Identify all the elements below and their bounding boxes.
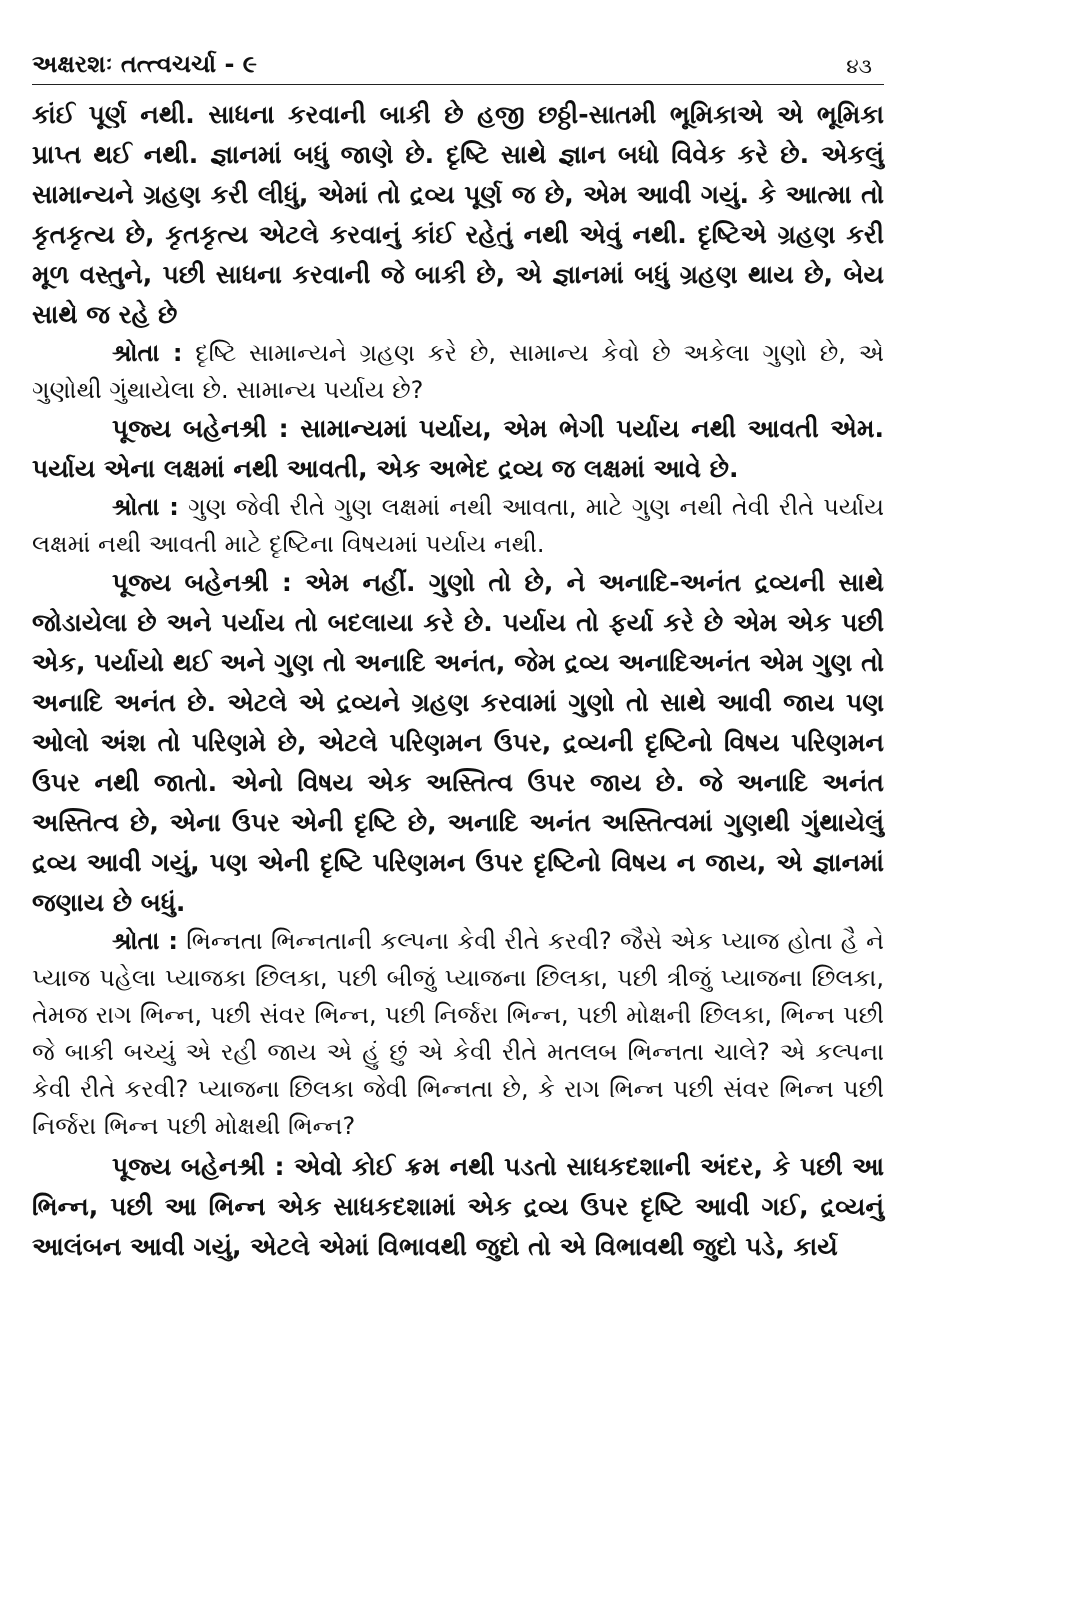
speaker-label-bahenshri: પૂજ્ય બહેનશ્રી : — [112, 414, 289, 443]
speaker-label-bahenshri: પૂજ્ય બહેનશ્રી : — [112, 568, 292, 597]
paragraph-text: એમ નહીં. ગુણો તો છે, ને અનાદિ-અનંત દ્રવ્યની સાથે જોડાયેલા છે અને પર્યાય તો બદલાયા કરે છે. પર્યાય તો ફર્યા કરે છે એમ એક પછી એક, પર્યાયો થઈ અને ગુણ તો અનાદિ અનંત, જેમ દ્રવ્ય અનાદિઅનંત એમ ગુણ તો અનાદિ અનંત છે. એટલે એ દ્રવ્યને ગ્રહણ કરવામાં ગુણો તો સાથે આવી જાય પણ ઓલો અંશ તો પરિણમે છે, એટલે પરિણમન ઉપર, દ્રવ્યની દૃષ્ટિનો વિષય પરિણમન ઉપર નથી જાતો. એનો વિષય એક અસ્તિત્વ ઉપર જાય છે. જે અનાદિ અનંત અસ્તિત્વ છે, એના ઉપર એની દૃષ્ટિ છે, અનાદિ અનંત અસ્તિત્વમાં ગુણથી ગુંથાયેલું દ્રવ્ય આવી ગયું, પણ એની દૃષ્ટિ પરિણમન ઉપર દૃષ્ટિનો વિષય ન જાય, એ જ્ઞાનમાં જણાય છે બધું. — [32, 568, 884, 917]
speaker-label-bahenshri: પૂજ્ય બહેનશ્રી : — [112, 1152, 285, 1181]
paragraph-continuation — [32, 95, 884, 335]
speaker-label-listener: શ્રોતા : — [112, 339, 183, 367]
bahenshri-answer — [32, 563, 884, 923]
paragraph-text: ભિન્નતા ભિન્નતાની કલ્પના કેવી રીતે કરવી? જૈસે એક પ્યાજ હોતા હૈ ને પ્યાજ પહેલા પ્યાજકા છિલકા, પછી બીજું પ્યાજના છિલકા, પછી ત્રીજું પ્યાજના છિલકા, તેમજ રાગ ભિન્ન, પછી સંવર ભિન્ન, પછી નિર્જરા ભિન્ન, પછી મોક્ષની છિલકા, ભિન્ન પછી જે બાકી બચ્યું એ રહી જાય એ હું છું એ કેવી રીતે મતલબ ભિન્નતા ચાલે? એ કલ્પના કેવી રીતે કરવી? પ્યાજના છિલકા જેવી ભિન્નતા છે, કે રાગ ભિન્ન પછી સંવર ભિન્ન પછી નિર્જરા ભિન્ન પછી મોક્ષથી ભિન્ન? — [32, 927, 884, 1140]
page-number: ૪૩ — [846, 54, 872, 78]
bahenshri-answer — [32, 1147, 884, 1267]
running-header — [32, 40, 884, 85]
speaker-label-listener: શ્રોતા : — [112, 927, 178, 955]
speaker-label-listener: શ્રોતા : — [112, 493, 179, 521]
bahenshri-answer — [32, 409, 884, 489]
book-page — [32, 40, 884, 1267]
listener-question — [32, 489, 884, 563]
listener-question — [32, 335, 884, 409]
paragraph-text: દૃષ્ટિ સામાન્યને ગ્રહણ કરે છે, સામાન્ય કેવો છે અકેલા ગુણો છે, એ ગુણોથી ગુંથાયેલા છે. સામાન્ય પર્યાય છે? — [32, 339, 884, 404]
paragraph-text: એવો કોઈ ક્રમ નથી પડતો સાધકદશાની અંદર, કે પછી આ ભિન્ન, પછી આ ભિન્ન એક સાધકદશામાં એક દ્રવ્ય ઉપર દૃષ્ટિ આવી ગઈ, દ્રવ્યનું આલંબન આવી ગયું, એટલે એમાં વિભાવથી જુદો તો એ વિભાવથી જુદો પડે, કાર્ય — [32, 1152, 884, 1261]
paragraph-text: કાંઈ પૂર્ણ નથી. સાધના કરવાની બાકી છે હજી છઠ્ઠી-સાતમી ભૂમિકાએ એ ભૂમિકા પ્રાપ્ત થઈ નથી. જ્ઞાનમાં બધું જાણે છે. દૃષ્ટિ સાથે જ્ઞાન બધો વિવેક કરે છે. એકલું સામાન્યને ગ્રહણ કરી લીધું, એમાં તો દ્રવ્ય પૂર્ણ જ છે, એમ આવી ગયું. કે આત્મા તો કૃતકૃત્ય છે, કૃતકૃત્ય એટલે કરવાનું કાંઈ રહેતું નથી એવું નથી. દૃષ્ટિએ ગ્રહણ કરી મૂળ વસ્તુને, પછી સાધના કરવાની જે બાકી છે, એ જ્ઞાનમાં બધું ગ્રહણ થાય છે, બેય સાથે જ રહે છે — [32, 100, 884, 329]
listener-question — [32, 923, 884, 1145]
running-header-title: અક્ષરશઃ તત્ત્વચર્ચા - ૯ — [32, 50, 257, 78]
paragraph-text: ગુણ જેવી રીતે ગુણ લક્ષમાં નથી આવતા, માટે ગુણ નથી તેવી રીતે પર્યાય લક્ષમાં નથી આવતી માટે દૃષ્ટિના વિષયમાં પર્યાય નથી. — [32, 493, 884, 558]
paragraph-text: સામાન્યમાં પર્યાય, એમ ભેગી પર્યાય નથી આવતી એમ. પર્યાય એના લક્ષમાં નથી આવતી, એક અભેદ દ્રવ્ય જ લક્ષમાં આવે છે. — [32, 414, 884, 483]
page-body — [32, 95, 884, 1267]
